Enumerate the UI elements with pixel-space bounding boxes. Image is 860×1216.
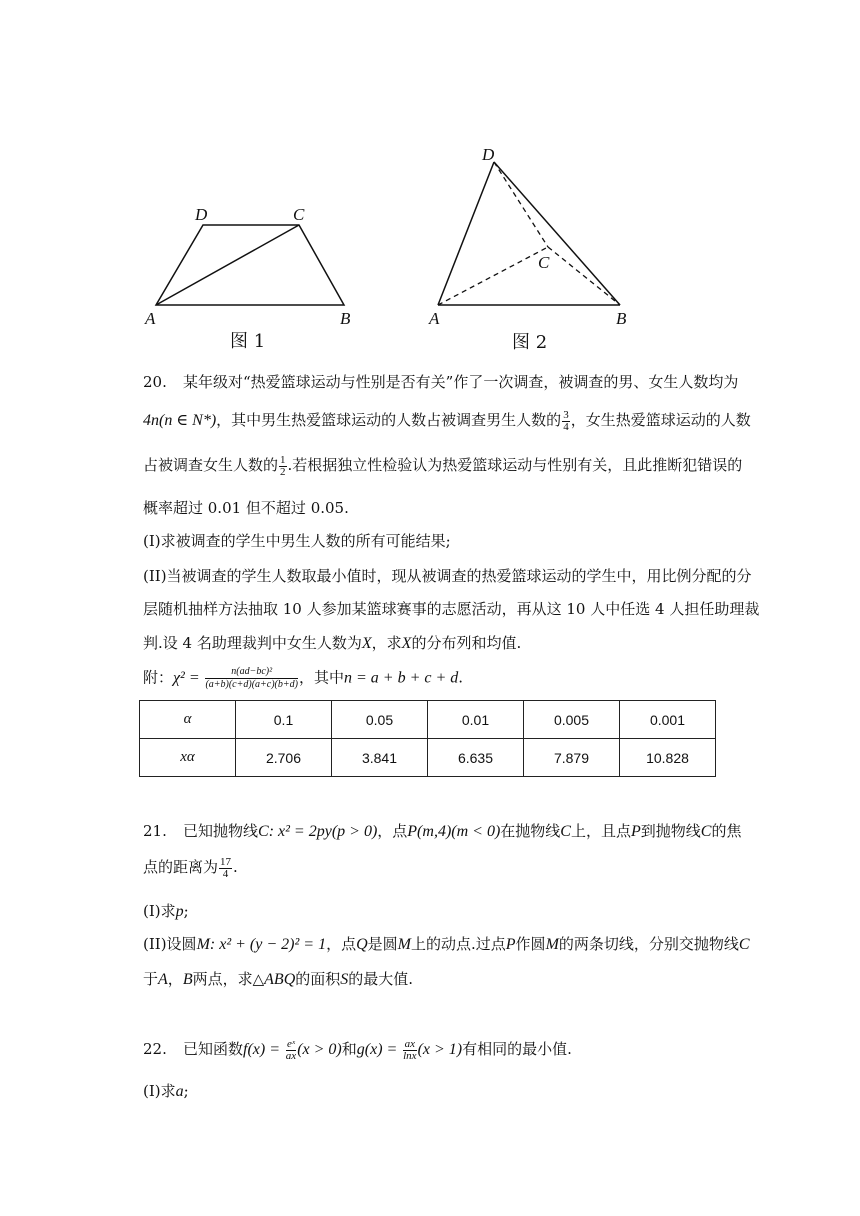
figure-1-caption: 图 1	[230, 331, 266, 352]
q20-line-1	[143, 371, 738, 392]
figure-2	[420, 140, 640, 360]
table-cell: 0.01	[428, 701, 524, 739]
edge-cb-dashed	[548, 247, 620, 305]
point-p: P(m,4)(m < 0)	[407, 823, 501, 840]
q20-appendix: 附：χ² = $\frac{\text{n(ad−bc)²}}{(a+b)(c+d)(a+c)(b+d)}$ ，其中n = a + b + c + d.	[143, 666, 464, 690]
table-cell: 0.05	[332, 701, 428, 739]
q20-text-4: 概率超过 0.01 但不超过 0.05.	[143, 499, 349, 517]
parabola-equation: C: x² = 2py(p > 0)	[258, 823, 378, 840]
q20-part-2-text-1: (II)当被调查的学生人数取最小值时，现从被调查的热爱篮球运动的学生中，用比例分配的分	[143, 567, 752, 585]
fraction-f: $\frac{\text{eˣ}}{ax}$	[285, 1037, 297, 1062]
q21-line-2: 点的距离为 $\frac{17}{4}$ .	[143, 855, 238, 880]
q20-part-2-text-2: 层随机抽样方法抽取 10 人参加某篮球赛事的志愿活动，再从这 10 人中任选 4 人担任助理裁	[143, 600, 760, 618]
q21-part-2-line-2: 于A，B两点，求△ABQ的面积S的最大值.	[143, 970, 414, 988]
label-b: B	[616, 309, 627, 328]
table-cell: 2.706	[236, 739, 332, 777]
edge-ac-dashed	[438, 247, 548, 305]
q21-part-2-line-1: (II)设圆M: x² + (y − 2)² = 1，点Q是圆M上的动点.过点P作圆M的两条切线，分别交抛物线C	[143, 935, 750, 953]
label-c: C	[293, 205, 305, 224]
figure-1	[140, 200, 370, 360]
q20-line-2	[143, 409, 751, 433]
edge-dc-dashed	[494, 162, 548, 247]
label-b: B	[340, 309, 351, 328]
table-row	[140, 701, 716, 739]
q22-number: 22.	[143, 1040, 167, 1058]
label-c: C	[538, 253, 550, 272]
q22-line-1: 22. 已知函数f(x) = $\frac{\text{eˣ}}{ax}$ (x > 0)和g(x) = $\frac{ax}{\ln x}$ (x > 1)有相同的最小值.	[143, 1037, 572, 1062]
table-cell: 7.879	[524, 739, 620, 777]
table-cell: 0.001	[620, 701, 716, 739]
q20-4n: 4n(n ∈ N*)	[143, 412, 217, 429]
q22-part-1: (I)求a;	[143, 1082, 189, 1100]
function-f: f(x) =	[243, 1041, 281, 1058]
critical-value-table	[139, 700, 716, 777]
chi-square: χ² =	[173, 669, 200, 687]
q21-line-1: 21. 已知抛物线C: x² = 2py(p > 0)，点P(m,4)(m < 0)在抛物线C上，且点P到抛物线C的焦	[143, 822, 742, 840]
chi-square-fraction: $\frac{\text{n(ad−bc)²}}{(a+b)(c+d)(a+c)(b+d)}$	[205, 666, 298, 690]
q21-part-1: (I)求p;	[143, 902, 189, 920]
function-g: g(x) =	[356, 1041, 398, 1058]
trapezoid-abcd	[156, 225, 344, 305]
var-x: X	[361, 635, 372, 652]
edge-da	[438, 162, 494, 305]
q20-text-1: 某年级对“热爱篮球运动与性别是否有关”作了一次调查，被调查的男、女生人数均为	[183, 373, 739, 391]
table-cell: 6.635	[428, 739, 524, 777]
q20-line-4	[143, 497, 349, 518]
diagonal-ac	[156, 225, 299, 305]
figure-2-caption: 图 2	[512, 332, 548, 353]
table-cell: 10.828	[620, 739, 716, 777]
table-row	[140, 739, 716, 777]
table-cell: 0.005	[524, 701, 620, 739]
label-d: D	[195, 205, 208, 224]
table-cell: 3.841	[332, 739, 428, 777]
q20-text-3b: .若根据独立性检验认为热爱篮球运动与性别有关，且此推断犯错误的	[287, 456, 743, 474]
circle-equation: M: x² + (y − 2)² = 1	[196, 936, 327, 953]
q20-line-3	[143, 454, 742, 478]
edge-db	[494, 162, 620, 305]
q20-part-2-line-2	[143, 598, 759, 619]
n-definition: n = a + b + c + d	[343, 669, 459, 687]
fraction-17-4: $\frac{17}{4}$	[220, 855, 232, 880]
var-x: X	[401, 635, 412, 652]
q20-part-2-line-1	[143, 565, 752, 586]
label-d: D	[482, 145, 495, 164]
q20-number: 20.	[143, 373, 167, 391]
q20-text-2b: ，其中男生热爱篮球运动的人数占被调查男生人数的	[216, 411, 562, 429]
q20-part-2-text-3a: 判.设 4 名助理裁判中女生人数为	[143, 634, 362, 652]
fraction-3-4: $\frac{3}{4}$	[563, 408, 569, 433]
label-a: A	[429, 309, 440, 328]
table-header-x-alpha: xα	[140, 739, 236, 777]
q20-part-2-line-3: 判.设 4 名助理裁判中女生人数为X，求X的分布列和均值.	[143, 634, 522, 652]
table-cell: 0.1	[236, 701, 332, 739]
q20-text-2c: ，女生热爱篮球运动的人数	[570, 411, 751, 429]
label-a: A	[145, 309, 156, 328]
q20-part-1-text: (I)求被调查的学生中男生人数的所有可能结果;	[143, 532, 451, 550]
q20-text-3a: 占被调查女生人数的	[143, 456, 279, 474]
fraction-1-2: $\frac{1}{2}$	[280, 453, 286, 478]
q20-part-1	[143, 530, 451, 551]
fraction-g: $\frac{ax}{\ln x}$	[403, 1037, 417, 1062]
table-header-alpha: α	[140, 701, 236, 739]
q21-number: 21.	[143, 822, 167, 840]
